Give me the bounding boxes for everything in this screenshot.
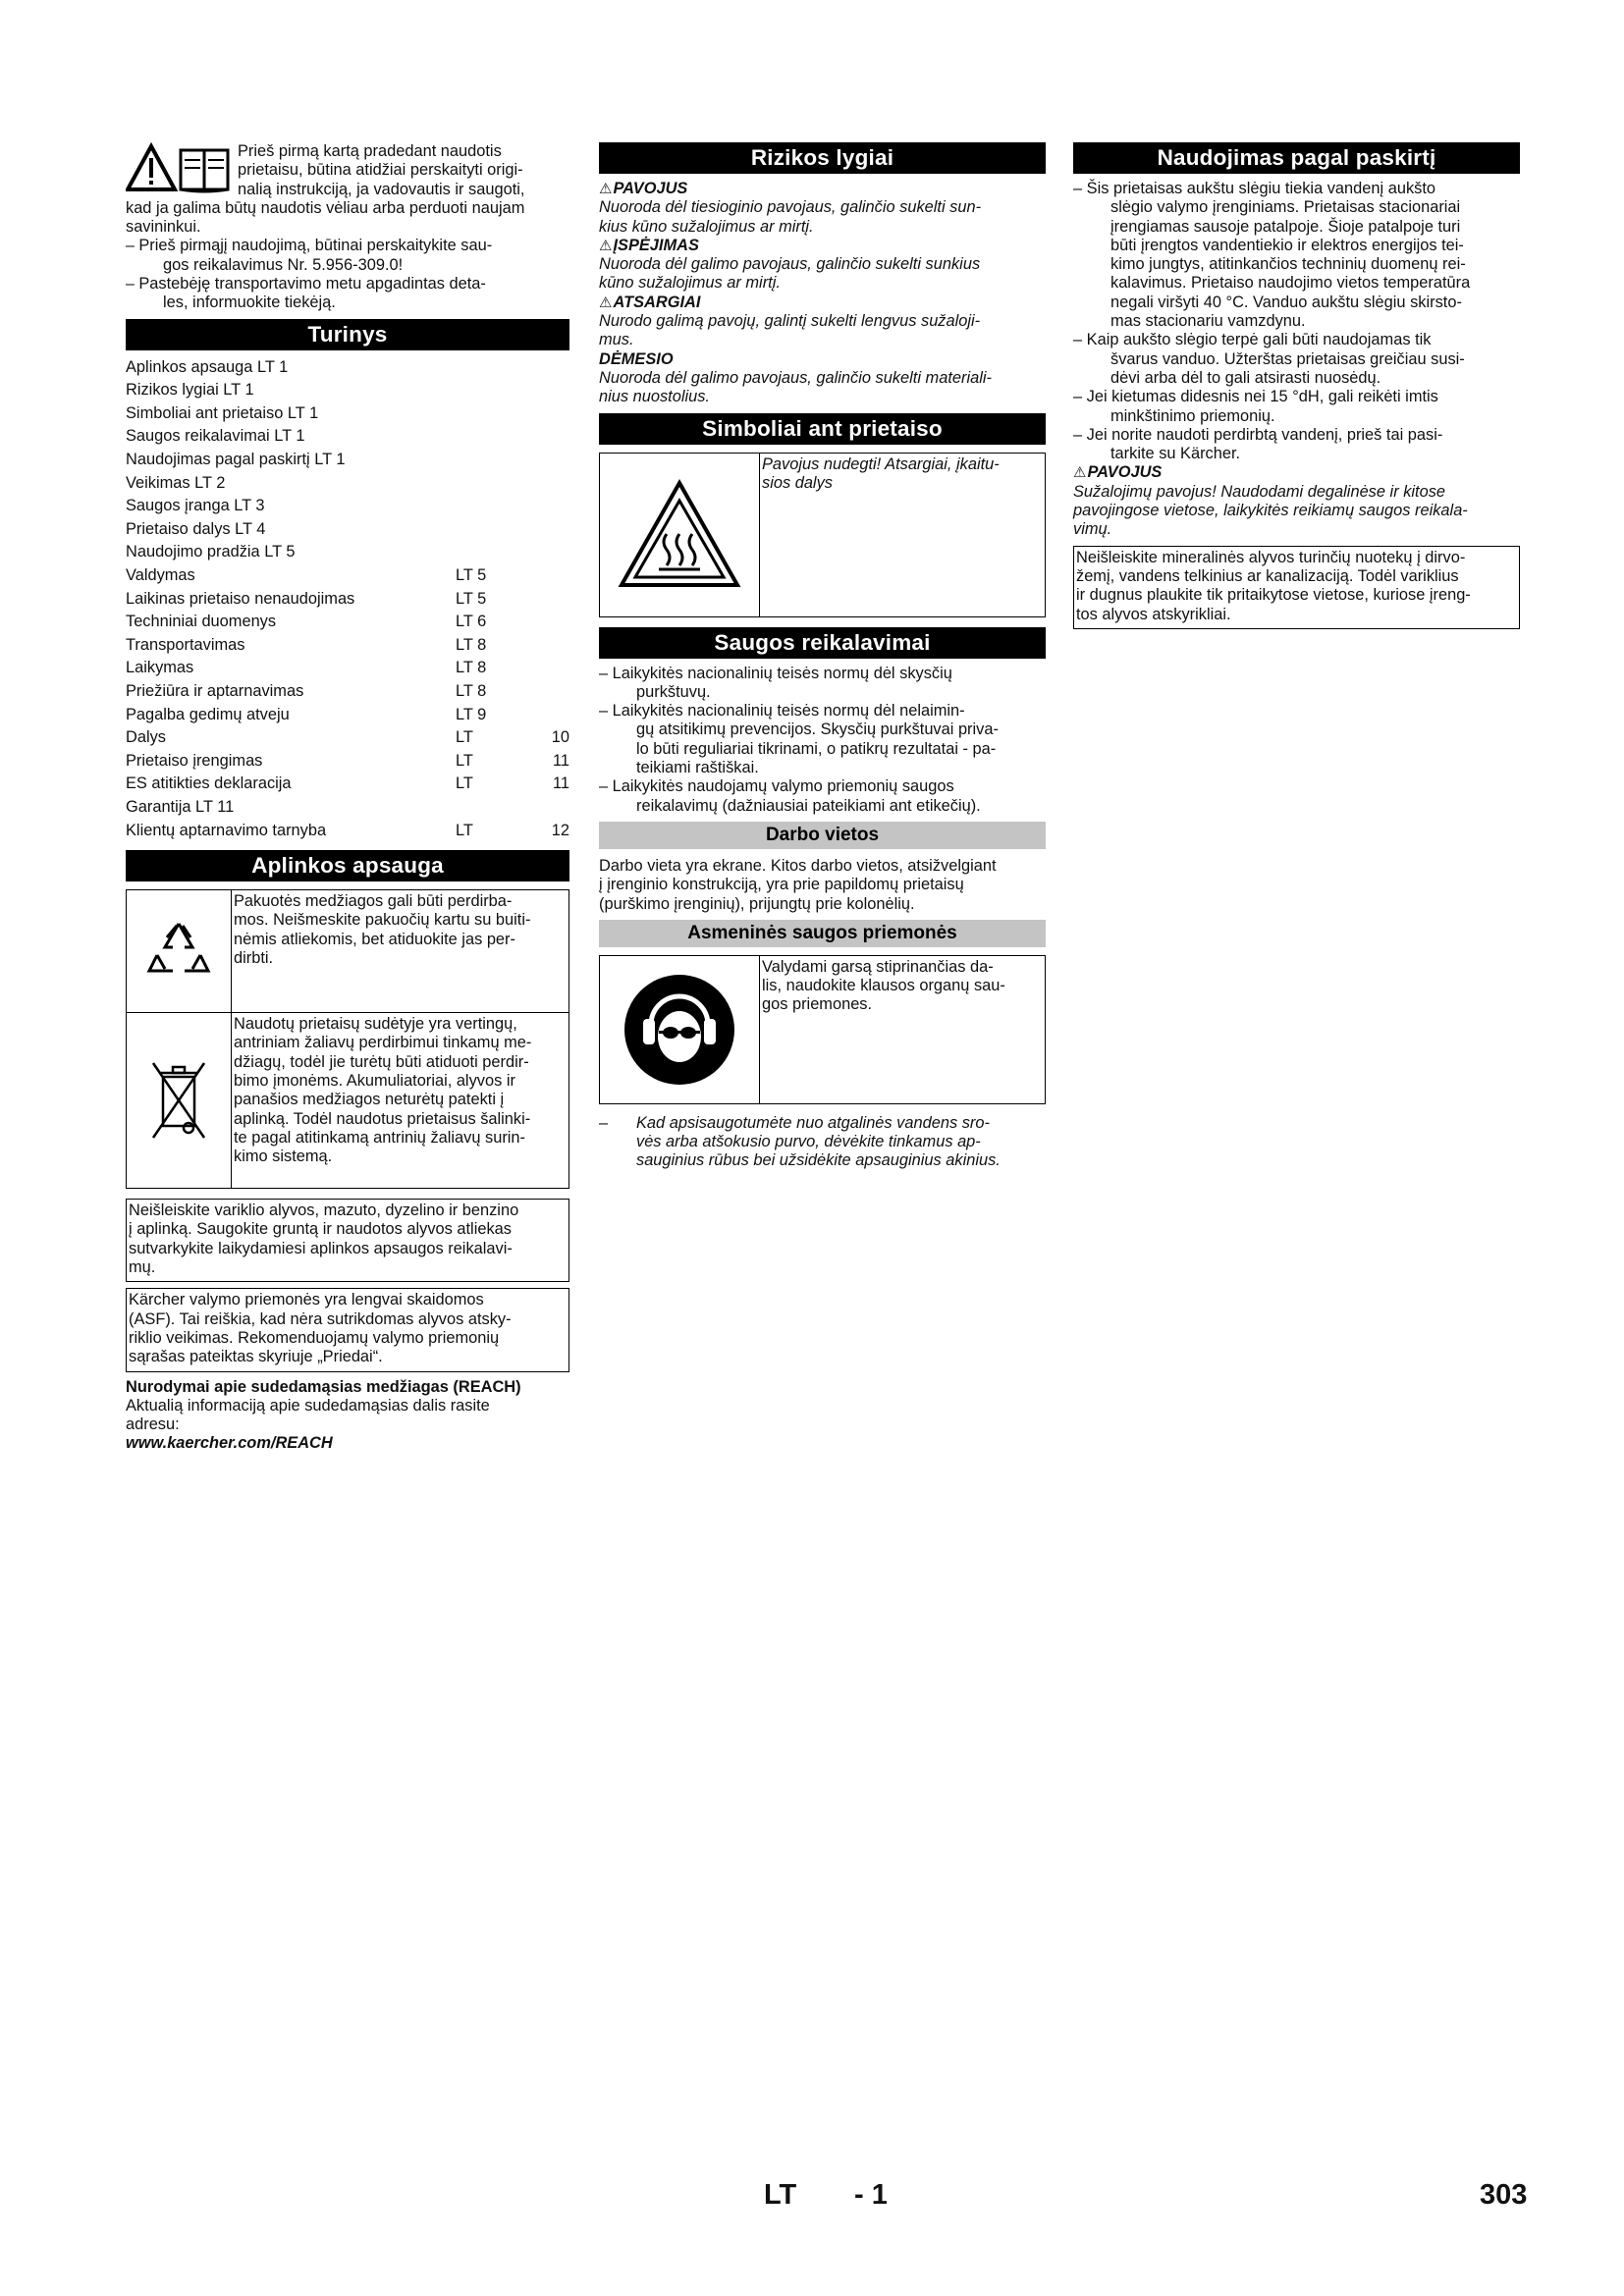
bullet-line: negali viršyti 40 °C. Vanduo aukštu slėgiu skirsto- xyxy=(1110,293,1462,311)
toc-row xyxy=(126,541,569,564)
toc-lang xyxy=(456,425,534,449)
bullet-line: kalavimus. Prietaiso naudojimo vietos temperatūra xyxy=(1110,274,1471,293)
bullet-line: Laikykitės nacionalinių teisės normų dėl nelaimin- xyxy=(612,702,965,721)
toc-row xyxy=(126,773,569,796)
toc-title: ES atitikties deklaracija xyxy=(126,774,292,793)
table-row xyxy=(127,1012,568,1188)
toc-page xyxy=(534,379,569,402)
toc-title: Saugos reikalavimai LT 1 xyxy=(126,427,305,446)
toc-lang: LT xyxy=(456,774,473,793)
text-line: Nurodo galimą pavojų, galintį sukelti lengvus sužaloji- xyxy=(599,312,981,331)
toc-row xyxy=(126,634,569,658)
signal-word xyxy=(599,180,1046,198)
detergent-box xyxy=(126,1288,569,1371)
text-line: sąrašas pateiktas skyriuje „Priedai“. xyxy=(129,1348,383,1366)
toc-lang xyxy=(456,379,534,402)
table-of-contents xyxy=(126,356,569,842)
page-number: 303 xyxy=(1480,2179,1528,2211)
text-line: Neišleiskite mineralinės alyvos turinčių nuotekų į dirvo- xyxy=(1076,548,1466,566)
toc-lang: LT 8 xyxy=(456,681,487,700)
text-line: Nuoroda dėl tiesioginio pavojaus, galinčio sukelti sun- xyxy=(599,198,982,217)
text-line: (ASF). Tai reiškia, kad nėra sutrikdomas alyvos atsky- xyxy=(129,1309,512,1328)
bullet-line: tarkite su Kärcher. xyxy=(1110,445,1241,463)
darbo-text: Darbo vieta yra ekrane. Kitos darbo vietos, atsižvelgiant xyxy=(599,856,997,875)
toc-page xyxy=(534,425,569,449)
column-3 xyxy=(1073,142,1520,635)
bullet-line: minkštinimo priemonių. xyxy=(1110,406,1275,425)
toc-lang: LT xyxy=(456,821,473,839)
text-line: sutvarkykite laikydamiesi aplinkos apsaugos reikalavi- xyxy=(129,1239,513,1257)
bullet-line: Laikykitės nacionalinių teisės normų dėl skysčių xyxy=(612,664,952,682)
section-header-simboliai: Simboliai ant prietaiso xyxy=(599,413,1046,445)
text-line: Naudotų prietaisų sudėtyje yra vertingų, xyxy=(234,1015,517,1034)
hot-surface-icon xyxy=(600,454,760,616)
ear-eye-protection-icon xyxy=(600,956,760,1103)
toc-page xyxy=(534,541,569,564)
oil-warning-box xyxy=(126,1199,569,1282)
footer-subpage: - 1 xyxy=(854,2179,888,2211)
signal-label: PAVOJUS xyxy=(613,180,688,197)
toc-title: Laikymas xyxy=(126,659,194,677)
darbo-text: į įrenginio konstrukciją, yra prie papildomų prietaisų xyxy=(599,876,964,894)
bullet-line: mas stacionariu vamzdynu. xyxy=(1110,312,1306,331)
bullet-line: įrengiamas sausoje patalpoje. Šioje patalpoje turi xyxy=(1110,217,1461,236)
text-line: te pagal atitinkamą antrinių žaliavų surin- xyxy=(234,1128,526,1147)
signal-word xyxy=(599,237,1046,255)
toc-page xyxy=(534,472,569,496)
text-line: mos. Neišmeskite pakuočių kartu su buiti- xyxy=(234,911,531,930)
text-line: ir dugnus plaukite tik pritaikytose vietose, kuriose įreng- xyxy=(1076,586,1471,605)
toc-lang xyxy=(456,472,534,496)
device-symbol-table xyxy=(599,453,1046,617)
signal-label: ATSARGIAI xyxy=(613,293,701,311)
toc-title: Veikimas LT 2 xyxy=(126,473,226,492)
signal-description xyxy=(599,369,1046,407)
toc-page xyxy=(534,402,569,426)
toc-row xyxy=(126,750,569,774)
toc-title: Aplinkos apsauga LT 1 xyxy=(126,357,289,376)
signal-description xyxy=(599,255,1046,294)
crossed-bin-icon xyxy=(127,1013,232,1188)
reach-text: adresu: xyxy=(126,1415,180,1434)
toc-page xyxy=(534,449,569,472)
intro xyxy=(126,142,569,313)
bullet-item xyxy=(599,777,1046,816)
signal-word xyxy=(599,350,1046,369)
toc-row xyxy=(126,820,569,843)
bullet-line: švarus vanduo. Užterštas prietaisas greičiau susi- xyxy=(1110,349,1465,368)
bullet-item xyxy=(599,702,1046,777)
warning-book-icon xyxy=(126,142,236,197)
toc-title: Prietaiso įrengimas xyxy=(126,751,263,770)
toc-title: Laikinas prietaiso nenaudojimas xyxy=(126,589,355,608)
toc-page xyxy=(534,564,569,588)
signal-word: ⚠PAVOJUS xyxy=(1073,463,1163,482)
toc-page xyxy=(534,796,569,820)
intro-line: savininkui. xyxy=(126,218,201,237)
ppe-note: – Kad apsisaugotumėte nuo atgalinės vandens sro- vės arba atšokusio purvo, dėvėkite tinkamus ap- sauginius rūbus bei užsidėkite apsauginius akinius. xyxy=(599,1113,1001,1170)
text-line: riklio veikimas. Rekomenduojamų valymo priemonių xyxy=(129,1328,500,1347)
signal-description xyxy=(599,198,1046,237)
text-line: kūno sužalojimus ar mirtį. xyxy=(599,274,781,293)
toc-row xyxy=(126,704,569,727)
environment-symbols-table xyxy=(126,889,569,1189)
text-line: į aplinką. Saugokite gruntą ir naudotos alyvos atliekas xyxy=(129,1220,512,1239)
symbol-text: sios dalys xyxy=(762,473,833,492)
table-row xyxy=(127,890,568,1012)
toc-row xyxy=(126,588,569,612)
symbol-text: Pavojus nudegti! Atsargiai, įkaitu- xyxy=(762,454,1000,473)
toc-page: 12 xyxy=(551,821,569,839)
subheader-darbo-vietos: Darbo vietos xyxy=(599,822,1046,849)
toc-title: Naudojimas pagal paskirtį LT 1 xyxy=(126,451,346,469)
bullet-line: Laikykitės naudojamų valymo priemonių saugos xyxy=(612,777,954,796)
toc-row xyxy=(126,472,569,496)
text-line: Nuoroda dėl galimo pavojaus, galinčio sukelti materiali- xyxy=(599,368,992,387)
column-2 xyxy=(599,142,1046,1171)
toc-title: Pagalba gedimų atveju xyxy=(126,705,290,723)
text-line: kius kūno sužalojimus ar mirtį. xyxy=(599,217,814,236)
toc-page xyxy=(534,356,569,380)
weee-text xyxy=(232,1013,568,1188)
toc-page xyxy=(534,704,569,727)
toc-lang: LT 6 xyxy=(456,613,487,631)
bullet-line: reikalavimų (dažniausiai pateikiami ant etikečių). xyxy=(636,796,981,815)
risk-levels xyxy=(599,180,1046,407)
toc-row xyxy=(126,564,569,588)
intro-bullet: – Prieš pirmąjį naudojimą, būtinai perskaitykite sau- gos reikalavimus Nr. 5.956-309.0! xyxy=(126,237,569,275)
toc-lang: LT 8 xyxy=(456,659,487,677)
toc-row xyxy=(126,356,569,380)
text-line: nėmis atliekomis, bet atiduokite jas per- xyxy=(234,930,515,948)
bullet-line: purkštuvų. xyxy=(636,682,711,701)
signal-word xyxy=(599,294,1046,312)
toc-lang xyxy=(456,495,534,518)
ppe-text: lis, naudokite klausos organų sau- xyxy=(762,977,1005,995)
toc-page xyxy=(534,495,569,518)
text-line: Neišleiskite variklio alyvos, mazuto, dyzelino ir benzino xyxy=(129,1201,519,1220)
text-line: antriniam žaliavų perdirbimui tinkamų me- xyxy=(234,1034,532,1052)
toc-lang xyxy=(456,541,534,564)
bullet-line: lo būti reguliariai tikrinami, o patikrų rezultatai - pa- xyxy=(636,739,997,758)
text-line: aplinką. Todėl naudotus prietaisus šalinki- xyxy=(234,1109,531,1128)
toc-page: 11 xyxy=(552,774,569,793)
section-header-naudojimas: Naudojimas pagal paskirtį xyxy=(1073,142,1520,174)
text-line: džiagų, todėl jie turėtų būti atiduoti perdir- xyxy=(234,1052,529,1071)
bullet-line: Jei kietumas didesnis nei 15 °dH, gali reikėti imtis xyxy=(1086,388,1438,406)
toc-title: Klientų aptarnavimo tarnyba xyxy=(126,821,327,839)
text-line: Kärcher valymo priemonės yra lengvai skaidomos xyxy=(129,1291,484,1309)
toc-title: Dalys xyxy=(126,728,166,747)
intro-line: Prieš pirmą kartą pradedant naudotis xyxy=(238,142,502,160)
toc-row xyxy=(126,726,569,750)
toc-title: Saugos įranga LT 3 xyxy=(126,497,265,515)
bullet-line: būti įrengtos vandentiekio ir elektros energijos tei- xyxy=(1110,236,1464,254)
reach-link[interactable]: www.kaercher.com/REACH xyxy=(126,1434,333,1453)
signal-label: DĖMESIO xyxy=(599,349,674,368)
toc-lang: LT 5 xyxy=(456,589,487,608)
darbo-text: (purškimo įrenginių), prijungtų prie kolonėlių. xyxy=(599,894,915,913)
toc-title: Garantija LT 11 xyxy=(126,797,235,816)
text-line: kimo sistemą. xyxy=(234,1148,333,1166)
toc-lang xyxy=(456,518,534,542)
toc-lang: LT 5 xyxy=(456,566,487,585)
ppe-text: Valydami garsą stiprinančias da- xyxy=(762,957,994,976)
toc-row xyxy=(126,657,569,680)
text-line: panašios medžiagos neturėtų patekti į xyxy=(234,1091,505,1109)
toc-title: Transportavimas xyxy=(126,635,245,654)
reach-text: Aktualią informaciją apie sudedamąsias dalis rasite xyxy=(126,1396,490,1415)
toc-page: 10 xyxy=(551,728,569,747)
intro-line: prietaisu, būtina atidžiai perskaityti origi- xyxy=(238,161,523,180)
toc-lang xyxy=(456,796,534,820)
intro-bullet: – Pastebėję transportavimo metu apgadintas deta- les, informuokite tiekėją. xyxy=(126,275,569,313)
bullet-item xyxy=(1073,426,1520,464)
toc-page xyxy=(534,611,569,634)
text-line: nius nuostolius. xyxy=(599,388,710,406)
text-line: dirbti. xyxy=(234,949,274,968)
toc-title: Prietaiso dalys LT 4 xyxy=(126,519,266,538)
bullet-line: Jei norite naudoti perdirbtą vandenį, prieš tai pasi- xyxy=(1086,425,1443,444)
signal-label: ĮSPĖJIMAS xyxy=(613,236,699,254)
subheader-asmenines: Asmeninės saugos priemonės xyxy=(599,920,1046,947)
warning-triangle-icon: ⚠ xyxy=(599,237,613,254)
toc-title: Rizikos lygiai LT 1 xyxy=(126,381,254,400)
toc-lang: LT 9 xyxy=(456,705,487,723)
toc-page xyxy=(534,657,569,680)
toc-page xyxy=(534,518,569,542)
toc-row xyxy=(126,680,569,704)
mineral-oil-box xyxy=(1073,546,1520,629)
toc-row xyxy=(126,379,569,402)
intro-line: kad ja galima būtų naudotis vėliau arba perduoti naujam xyxy=(126,198,525,217)
text-line: mus. xyxy=(599,331,634,349)
toc-title: Valdymas xyxy=(126,566,195,585)
text-line: Pakuotės medžiagos gali būti perdirba- xyxy=(234,892,513,911)
section-header-turinys: Turinys xyxy=(126,319,569,350)
toc-page xyxy=(534,634,569,658)
toc-row xyxy=(126,518,569,542)
text-line: Nuoroda dėl galimo pavojaus, galinčio sukelti sunkius xyxy=(599,255,981,274)
danger-text: Sužalojimų pavojus! Naudodami degalinėse ir kitose pavojingose vietose, laikykitės reikiamų saugos reikala- vimų. xyxy=(1073,482,1468,539)
bullet-item xyxy=(1073,331,1520,388)
bullet-line: teikiami raštiškai. xyxy=(636,759,759,777)
ppe-table xyxy=(599,955,1046,1104)
text-line: bimo įmonėms. Akumuliatoriai, alyvos ir xyxy=(234,1072,515,1091)
bullet-item xyxy=(599,665,1046,703)
toc-row xyxy=(126,402,569,426)
signal-description xyxy=(599,312,1046,350)
recycling-text xyxy=(232,890,568,1012)
text-line: mų. xyxy=(129,1258,156,1277)
toc-title: Priežiūra ir aptarnavimas xyxy=(126,681,304,700)
toc-title: Techniniai duomenys xyxy=(126,613,277,631)
section-header-aplinkos: Aplinkos apsauga xyxy=(126,850,569,881)
ppe-text: gos priemones. xyxy=(762,995,873,1014)
bullet-item xyxy=(1073,180,1520,331)
toc-row xyxy=(126,425,569,449)
toc-lang xyxy=(456,402,534,426)
section-header-saugos: Saugos reikalavimai xyxy=(599,627,1046,659)
warning-triangle-icon: ⚠ xyxy=(599,294,613,311)
safety-bullets xyxy=(599,665,1046,816)
toc-row xyxy=(126,449,569,472)
text-line: tos alyvos atskyrikliai. xyxy=(1076,605,1231,623)
toc-page: 11 xyxy=(552,751,569,770)
toc-row xyxy=(126,796,569,820)
recycling-icon xyxy=(127,890,232,1012)
bullet-line: slėgio valymo įrenginiams. Prietaisas stacionariai xyxy=(1110,198,1461,217)
toc-row xyxy=(126,495,569,518)
toc-lang xyxy=(456,356,534,380)
toc-title: Simboliai ant prietaiso LT 1 xyxy=(126,403,319,422)
section-header-rizikos: Rizikos lygiai xyxy=(599,142,1046,174)
bullet-line: gų atsitikimų prevencijos. Skysčių purkštuvai priva- xyxy=(636,721,999,739)
toc-title: Naudojimo pradžia LT 5 xyxy=(126,543,296,561)
bullet-item xyxy=(1073,388,1520,426)
bullet-line: dėvi arba dėl to gali atsirasti nuosėdų. xyxy=(1110,368,1381,387)
toc-lang: LT 8 xyxy=(456,635,487,654)
toc-page xyxy=(534,588,569,612)
reach-title: Nurodymai apie sudedamąsias medžiagas (REACH) xyxy=(126,1377,521,1396)
text-line: žemį, vandens telkinius ar kanalizaciją. Todėl variklius xyxy=(1076,566,1459,585)
bullet-line: Šis prietaisas aukštu slėgiu tiekia vandenį aukšto xyxy=(1086,180,1435,197)
toc-lang xyxy=(456,449,534,472)
toc-page xyxy=(534,680,569,704)
bullet-line: kimo jungtys, atitinkančios techninių duomenų rei- xyxy=(1110,255,1466,274)
toc-row xyxy=(126,611,569,634)
intro-line: nalią instrukciją, ja vadovautis ir saugoti, xyxy=(238,180,525,198)
toc-lang: LT xyxy=(456,751,473,770)
bullet-line: Kaip aukšto slėgio terpė gali būti naudojamas tik xyxy=(1086,331,1432,349)
footer-language: LT xyxy=(764,2179,797,2211)
toc-lang: LT xyxy=(456,728,473,747)
warning-triangle-icon: ⚠ xyxy=(599,181,613,197)
column-1 xyxy=(126,142,569,1454)
use-bullets xyxy=(1073,180,1520,463)
